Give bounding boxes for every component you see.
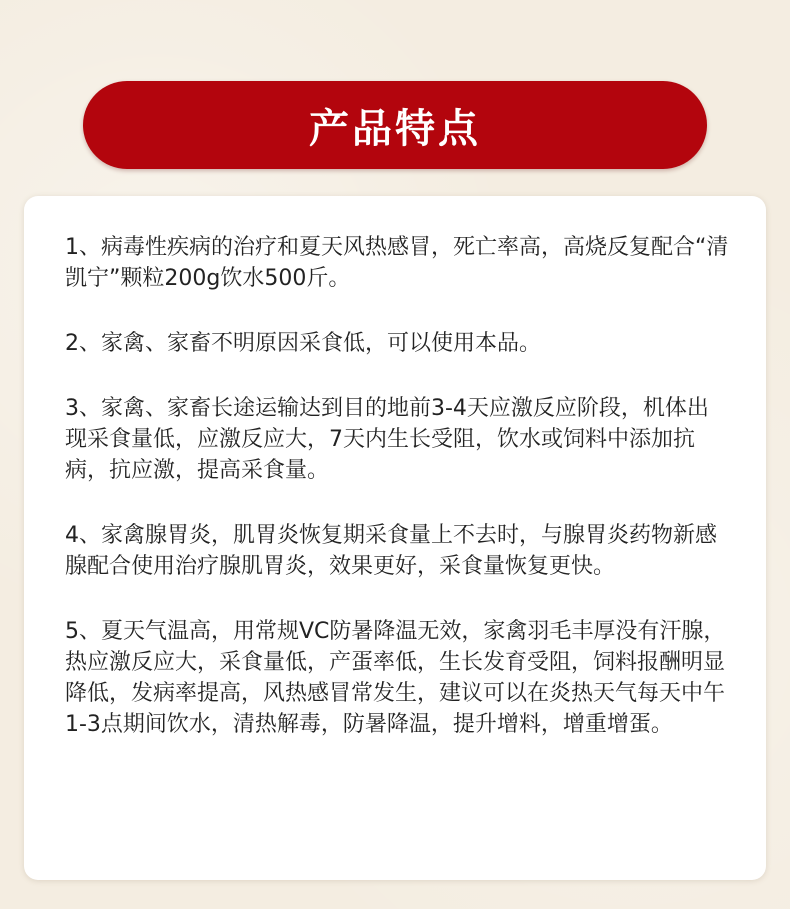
page-title: 产品特点 [309,105,481,152]
title-banner [83,81,707,169]
features-card [24,196,766,880]
feature-item-5: 5、夏天气温高，用常规VC防暑降温无效，家禽羽毛丰厚没有汗腺，热应激反应大，采食量低，产蛋率低，生长发育受阻，饲料报酬明显降低，发病率提高，风热感冒常发生，建议可以在炎热天气每天中午1-3点期间饮水，清热解毒，防暑降温，提升增料，增重增蛋。 [65,619,726,737]
feature-item-4: 4、家禽腺胃炎，肌胃炎恢复期采食量上不去时，与腺胃炎药物新感腺配合使用治疗腺肌胃炎，效果更好，采食量恢复更快。 [65,523,717,579]
feature-item-3: 3、家禽、家畜长途运输达到目的地前3-4天应激反应阶段，机体出现采食量低，应激反应大，7天内生长受阻，饮水或饲料中添加抗病，抗应激，提高采食量。 [65,396,709,483]
feature-item-2: 2、家禽、家畜不明原因采食低，可以使用本品。 [65,331,541,356]
feature-item-1: 1、病毒性疾病的治疗和夏天风热感冒，死亡率高，高烧反复配合“清凯宁”颗粒200g饮水500斤。 [65,235,729,291]
